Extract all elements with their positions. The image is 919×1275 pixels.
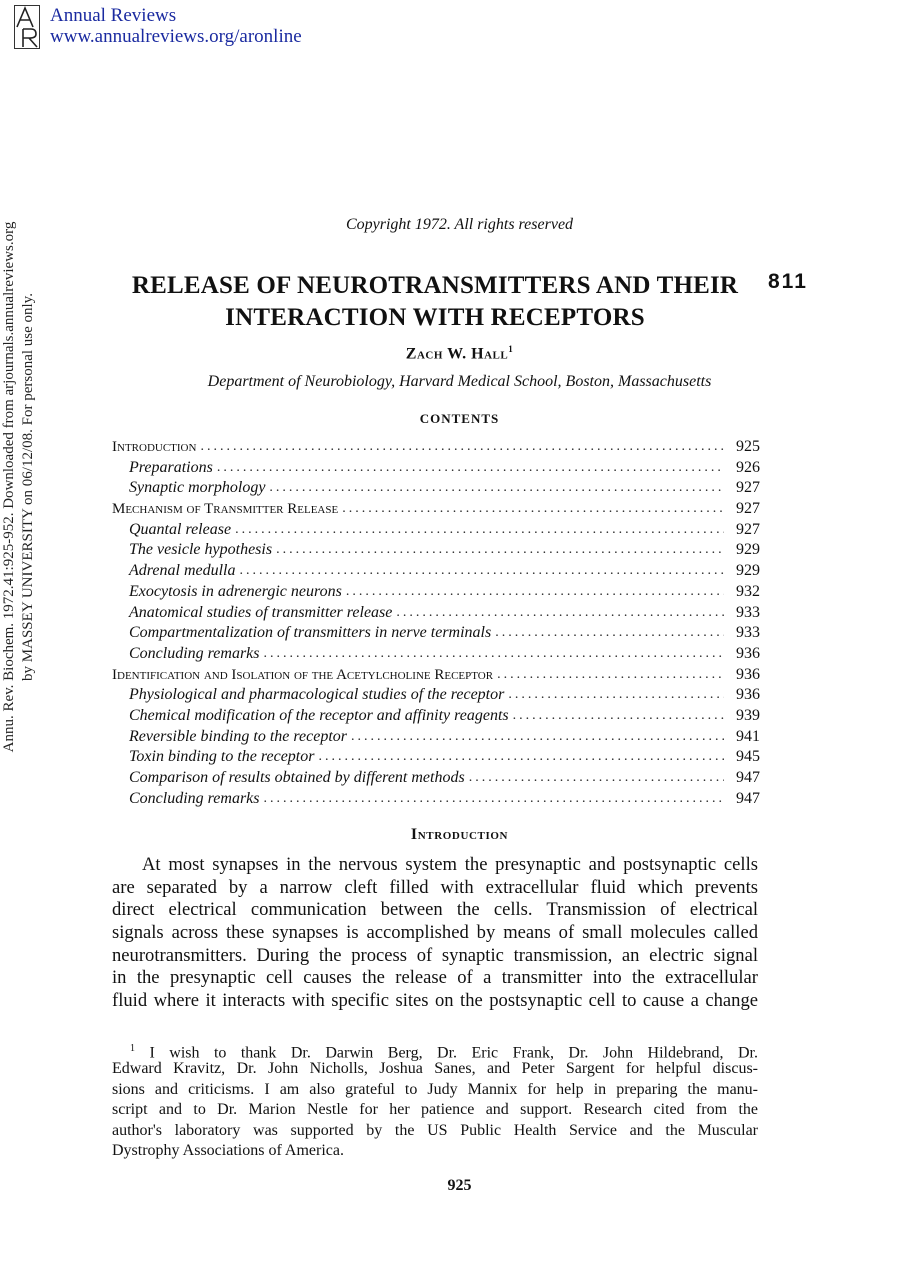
toc-entry-label: Compartmentalization of transmitters in nerve terminals [129,624,492,642]
toc-entry-page: 933 [736,603,760,621]
toc-leader-dots [272,540,724,561]
publisher-link[interactable]: Annual Reviews [50,5,177,26]
toc-leader-dots [493,665,724,686]
introduction-heading: Introduction [410,826,509,843]
toc-entry[interactable] [112,644,760,665]
toc-entry-page: 947 [736,789,760,807]
footnote-line-text: Edward Kravitz, Dr. John Nicholls, Joshua Sanes, and Peter Sargent for helpful discus- [112,1060,758,1078]
toc-entry-page: 927 [736,479,760,497]
footnote-line [112,1059,758,1079]
toc-leader-dots [338,499,724,520]
toc-entry-page: 936 [736,665,760,683]
toc-leader-dots [314,747,724,768]
download-stamp [0,37,44,937]
toc-entry-label: Toxin binding to the receptor [129,748,315,766]
body-text-line: At most synapses in the nervous system the presynaptic and postsynaptic cells [142,854,758,875]
toc-leader-dots [265,478,724,499]
toc-entry[interactable] [112,437,760,458]
author-line [0,344,919,363]
toc-entry-label: Preparations [129,458,213,476]
toc-entry-page: 932 [736,582,760,600]
footnote-line-text: Dystrophy Associations of America. [112,1141,344,1159]
toc-entry-page: 933 [736,624,760,642]
series-number: 811 [768,270,808,293]
toc-leader-dots [509,706,724,727]
body-text-line: neurotransmitters. During the process of synaptic transmission, an electric signal [112,944,758,966]
footnote-line [112,1080,758,1100]
toc-entry-page: 927 [736,500,760,518]
toc-entry-label: Quantal release [129,520,232,538]
toc-entry-page: 939 [736,706,760,724]
toc-entry[interactable] [112,540,760,561]
toc-leader-dots [347,727,724,748]
body-text-line: in the presynaptic cell causes the release of a transmitter into the extracellular [112,967,758,989]
toc-entry[interactable] [112,665,760,686]
toc-leader-dots [465,768,724,789]
toc-entry-label: Concluding remarks [129,789,260,807]
toc-entry-label: The vesicle hypothesis [129,541,273,559]
author-footnote-marker: 1 [508,344,514,354]
body-text-line: are separated by a narrow cleft filled with extracellular fluid which prevents [112,876,758,898]
footnote [112,1039,758,1161]
author-affiliation: Department of Neurobiology, Harvard Medical School, Boston, Massachusetts [207,373,712,390]
toc-entry[interactable] [112,706,760,727]
body-text-line: direct electrical communication between the cells. Transmission of electrical [112,899,758,921]
toc-leader-dots [491,623,724,644]
toc-entry-label: Anatomical studies of transmitter release [129,603,393,621]
toc-entry-label: Mechanism of Transmitter Release [112,501,339,518]
toc-entry[interactable] [112,768,760,789]
toc-entry[interactable] [112,727,760,748]
footnote-line [112,1100,758,1120]
toc-entry-page: 925 [736,438,760,455]
toc-entry-label: Exocytosis in adrenergic neurons [129,582,342,600]
toc-entry-page: 936 [736,644,760,662]
toc-entry-page: 947 [736,769,760,786]
footnote-marker: 1 [130,1043,135,1054]
footnote-line-text: script and to Dr. Marion Nestle for her patience and support. Research cited from the [112,1101,758,1119]
contents-heading: CONTENTS [419,411,500,426]
toc-leader-dots [213,458,724,479]
toc-leader-dots [196,437,724,458]
publisher-header [50,5,302,47]
toc-entry[interactable] [112,603,760,624]
table-of-contents [112,437,760,809]
footnote-line [112,1141,758,1161]
toc-entry[interactable] [112,623,760,644]
toc-entry[interactable] [112,478,760,499]
toc-leader-dots [236,561,725,582]
toc-entry-page: 941 [736,727,760,745]
footnote-line [112,1039,758,1062]
footnote-line-text: sions and criticisms. I am also grateful to Judy Mannix for help in preparing the manu- [112,1080,758,1098]
publisher-url-link[interactable]: www.annualreviews.org/aronline [50,26,302,47]
download-stamp-line-2: by MASSEY UNIVERSITY on 06/12/08. For personal use only. [20,293,36,681]
article-title-line-2: INTERACTION WITH RECEPTORS [225,304,645,331]
download-stamp-line-1: Annu. Rev. Biochem. 1972.41:925-952. Downloaded from arjournals.annualreviews.org [1,221,17,753]
toc-entry[interactable] [112,685,760,706]
toc-leader-dots [231,520,724,541]
toc-entry[interactable] [112,789,760,810]
copyright-notice: Copyright 1972. All rights reserved [345,216,574,233]
toc-entry-label: Adrenal medulla [129,562,236,580]
author-name: Zach W. Hall [405,345,509,363]
toc-entry[interactable] [112,561,760,582]
toc-entry-label: Synaptic morphology [129,479,266,497]
toc-entry-page: 929 [736,562,760,580]
toc-entry-page: 926 [736,458,760,476]
toc-entry[interactable] [112,582,760,603]
toc-entry[interactable] [112,520,760,541]
toc-entry-label: Concluding remarks [129,644,260,662]
toc-entry-label: Chemical modification of the receptor and affinity reagents [129,706,509,724]
toc-entry[interactable] [112,458,760,479]
toc-leader-dots [392,603,724,624]
toc-entry[interactable] [112,499,760,520]
page-number: 925 [447,1177,472,1194]
toc-entry-label: Reversible binding to the receptor [129,727,348,745]
toc-entry-label: Comparison of results obtained by different methods [129,769,465,786]
article-title-line-1: RELEASE OF NEUROTRANSMITTERS AND THEIR [131,272,739,299]
toc-entry-page: 929 [736,541,760,559]
body-text-line: fluid where it interacts with specific sites on the postsynaptic cell to cause a change [112,990,758,1012]
toc-entry-page: 936 [736,686,760,704]
toc-leader-dots [342,582,724,603]
article-title [110,270,760,334]
toc-entry[interactable] [112,747,760,768]
footnote-line-text: author's laboratory was supported by the US Public Health Service and the Muscular [112,1121,758,1139]
footnote-line-text: I wish to thank Dr. Darwin Berg, Dr. Eric Frank, Dr. John Hildebrand, Dr. [149,1044,758,1062]
footnote-line [112,1121,758,1141]
body-text-line: signals across these synapses is accomplished by means of small molecules called [112,922,758,944]
toc-entry-label: Physiological and pharmacological studies of the receptor [129,686,505,704]
toc-entry-label: Identification and Isolation of the Acetylcholine Receptor [112,666,494,683]
toc-leader-dots [504,685,724,706]
toc-entry-page: 945 [736,748,760,766]
toc-leader-dots [260,644,724,665]
toc-leader-dots [260,789,724,810]
toc-entry-label: Introduction [112,439,197,455]
body-text [112,854,758,1013]
toc-entry-page: 927 [736,520,760,538]
